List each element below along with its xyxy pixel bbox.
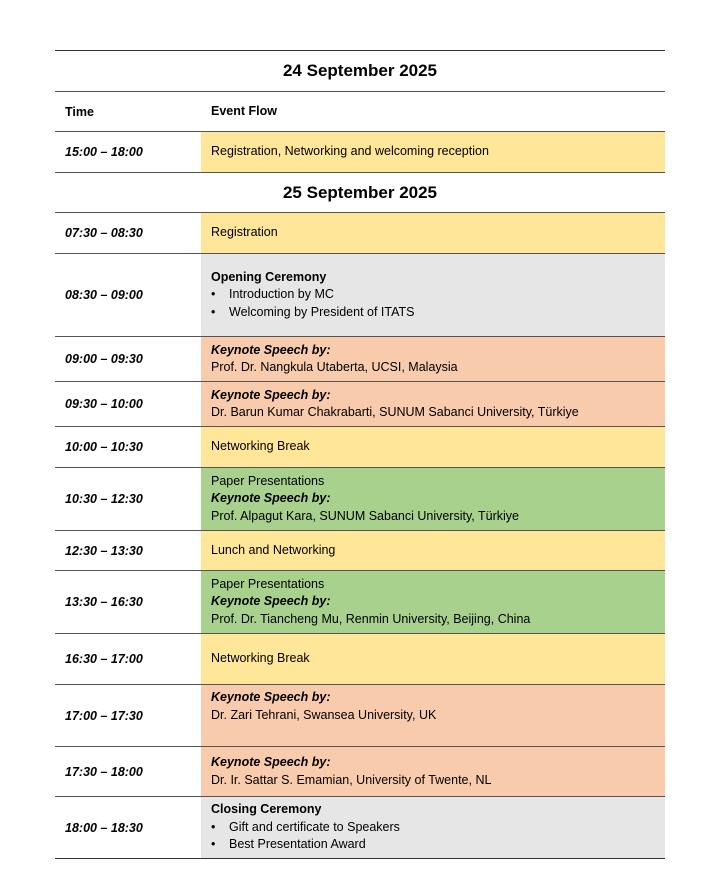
date-heading-text: 25 September 2025 [282,182,438,202]
list-item [211,304,665,322]
list-item [211,836,665,854]
time-cell: 17:30 – 18:00 [65,764,143,779]
time-cell: 07:30 – 08:30 [65,226,143,240]
list-item-text: Welcoming by President of ITATS [229,304,415,319]
event-cell [201,382,665,426]
table-header-row [55,91,665,131]
keynote-label: Keynote Speech by: [211,387,331,402]
presentations-label: Paper Presentations [211,576,325,591]
event-text: Networking Break [211,651,310,666]
bullet-icon: • [211,287,216,302]
keynote-label: Keynote Speech by: [211,690,331,704]
time-cell: 17:00 – 17:30 [65,708,143,723]
bullet-icon: • [211,819,216,834]
time-cell: 15:00 – 18:00 [65,145,143,159]
bullet-icon: • [211,837,216,852]
schedule-table [55,50,665,859]
list-item [211,819,665,837]
event-cell [201,571,665,633]
time-cell: 16:30 – 17:00 [65,652,143,666]
list-item-text: Gift and certificate to Speakers [229,819,400,834]
time-cell: 13:30 – 16:30 [65,595,143,609]
event-text: Networking Break [211,439,310,454]
bullet-icon: • [211,304,216,319]
event-cell [201,254,665,336]
header-event-flow: Event Flow [211,103,277,118]
table-row [55,212,665,253]
time-cell: 12:30 – 13:30 [65,543,143,558]
event-cell [201,634,665,684]
time-cell: 09:00 – 09:30 [65,352,143,366]
table-row [55,746,665,796]
list-item-text: Introduction by MC [229,287,334,302]
event-cell [201,337,665,381]
event-cell [201,531,665,570]
event-cell [201,747,665,796]
table-row [55,131,665,172]
date-heading-text: 24 September 2025 [282,61,438,80]
table-row [55,467,665,530]
keynote-label: Keynote Speech by: [211,342,331,357]
speaker-name: Prof. Dr. Nangkula Utaberta, UCSI, Malaysia [211,360,458,374]
table-row [55,530,665,570]
time-cell: 08:30 – 09:00 [65,288,143,302]
speaker-name: Prof. Alpagut Kara, SUNUM Sabanci University, Türkiye [211,508,519,523]
keynote-label: Keynote Speech by: [211,594,331,609]
ceremony-title: Closing Ceremony [211,802,322,817]
time-cell: 18:00 – 18:30 [65,820,143,835]
list-item-text: Best Presentation Award [229,837,366,852]
speaker-name: Prof. Dr. Tiancheng Mu, Renmin University, Beijing, China [211,611,531,626]
table-row [55,684,665,746]
event-text: Lunch and Networking [211,542,336,557]
date-heading-day1 [55,50,665,91]
table-row [55,570,665,633]
ceremony-title: Opening Ceremony [211,269,327,284]
table-row [55,426,665,467]
event-cell [201,468,665,530]
table-row [55,253,665,336]
time-cell: 10:30 – 12:30 [65,492,143,506]
keynote-label: Keynote Speech by: [211,491,331,506]
speaker-name: Dr. Barun Kumar Chakrabarti, SUNUM Sabanci University, Türkiye [211,405,579,419]
speaker-name: Dr. Zari Tehrani, Swansea University, UK [211,707,437,722]
table-row [55,633,665,684]
event-cell [201,213,665,253]
event-cell [201,797,665,858]
list-item [211,286,665,304]
table-row [55,796,665,859]
event-cell [201,427,665,467]
keynote-label: Keynote Speech by: [211,755,331,769]
time-cell: 10:00 – 10:30 [65,440,143,454]
event-text: Registration [211,225,278,240]
table-row [55,381,665,426]
event-text: Registration, Networking and welcoming reception [211,144,489,159]
event-cell [201,132,665,172]
header-time: Time [65,104,94,119]
event-cell [201,685,665,746]
table-row [55,336,665,381]
presentations-label: Paper Presentations [211,473,325,488]
speaker-name: Dr. Ir. Sattar S. Emamian, University of Twente, NL [211,772,492,787]
time-cell: 09:30 – 10:00 [65,397,143,411]
date-heading-day2 [55,172,665,212]
